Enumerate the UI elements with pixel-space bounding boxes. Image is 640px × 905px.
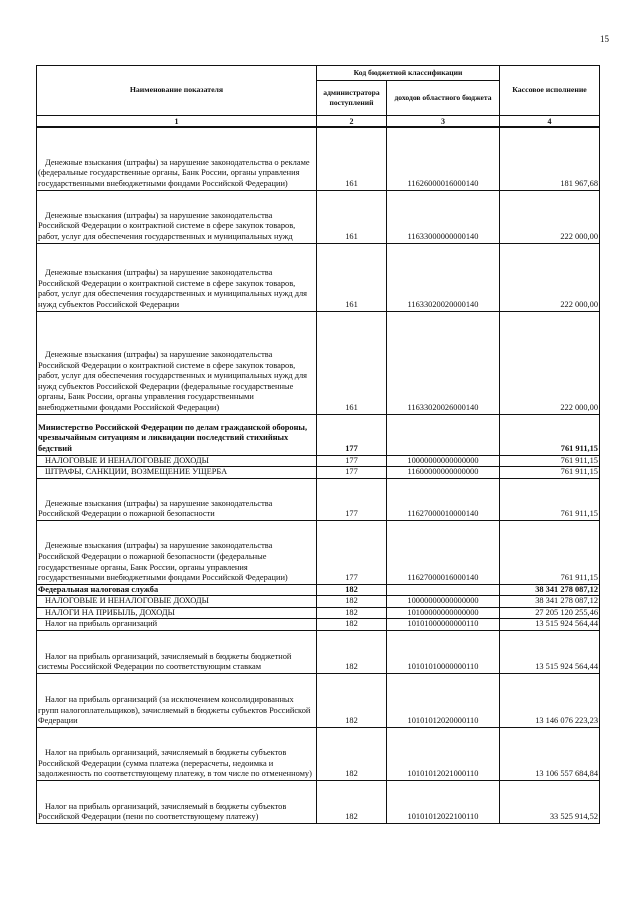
row-amount: 38 341 278 087,12 (500, 584, 600, 596)
row-income-code: 11633020020000140 (387, 243, 500, 311)
row-amount: 13 515 924 564,44 (500, 619, 600, 631)
table-row (37, 674, 600, 728)
row-name: Федеральная налоговая служба (37, 584, 317, 596)
row-name: Налог на прибыль организаций, зачисляемый в бюджеты субъектов Российской Федерации (пени по соответствующему платежу) (37, 781, 317, 824)
row-admin-code: 182 (317, 619, 387, 631)
table-row (37, 781, 600, 824)
row-amount: 38 341 278 087,12 (500, 596, 600, 608)
revenue-table (36, 65, 600, 824)
row-admin-code: 161 (317, 190, 387, 243)
row-income-code: 10101012020000110 (387, 674, 500, 728)
row-admin-code: 182 (317, 607, 387, 619)
row-name: НАЛОГОВЫЕ И НЕНАЛОГОВЫЕ ДОХОДЫ (37, 455, 317, 467)
row-income-code: 11633000000000140 (387, 190, 500, 243)
row-admin-code: 182 (317, 631, 387, 674)
row-admin-code: 177 (317, 414, 387, 455)
table-row (37, 584, 600, 596)
row-admin-code: 182 (317, 596, 387, 608)
row-name: Налог на прибыль организаций (37, 619, 317, 631)
row-amount: 13 106 557 684,84 (500, 728, 600, 781)
row-income-code (387, 584, 500, 596)
row-name: НАЛОГОВЫЕ И НЕНАЛОГОВЫЕ ДОХОДЫ (37, 596, 317, 608)
row-amount: 222 000,00 (500, 190, 600, 243)
row-amount: 27 205 120 255,46 (500, 607, 600, 619)
row-name: Денежные взыскания (штрафы) за нарушение законодательства о рекламе (федеральные государственные органы, Банк России, органы управления государственными внебюджетными фондами Российской Федерации) (37, 127, 317, 190)
row-income-code (387, 414, 500, 455)
row-admin-code: 182 (317, 781, 387, 824)
row-admin-code: 182 (317, 584, 387, 596)
row-amount: 761 911,15 (500, 414, 600, 455)
row-admin-code: 161 (317, 127, 387, 190)
row-name: Денежные взыскания (штрафы) за нарушение законодательства Российской Федерации о контрактной системе в сфере закупок товаров, работ, услуг для обеспечения государственных и муниципальных нужд для нужд субъектов Российской Федерации (37, 243, 317, 311)
table-row (37, 467, 600, 479)
row-name: НАЛОГИ НА ПРИБЫЛЬ, ДОХОДЫ (37, 607, 317, 619)
row-name: Налог на прибыль организаций, зачисляемый в бюджеты бюджетной системы Российской Федерации по соответствующим ставкам (37, 631, 317, 674)
row-amount: 222 000,00 (500, 243, 600, 311)
row-amount: 33 525 914,52 (500, 781, 600, 824)
row-name: ШТРАФЫ, САНКЦИИ, ВОЗМЕЩЕНИЕ УЩЕРБА (37, 467, 317, 479)
row-income-code: 11626000016000140 (387, 127, 500, 190)
table-row (37, 596, 600, 608)
row-name: Денежные взыскания (штрафы) за нарушение законодательства Российской Федерации о пожарной безопасности (37, 478, 317, 520)
row-admin-code: 177 (317, 467, 387, 479)
row-amount: 761 911,15 (500, 478, 600, 520)
column-numbers-row (37, 116, 600, 128)
row-admin-code: 161 (317, 243, 387, 311)
row-name: Налог на прибыль организаций (за исключением консолидированных групп налогоплательщиков), зачисляемый в бюджеты субъектов Российской Федерации (37, 674, 317, 728)
row-income-code: 10101000000000110 (387, 619, 500, 631)
row-income-code: 10100000000000000 (387, 607, 500, 619)
table-row (37, 607, 600, 619)
row-income-code: 10101010000000110 (387, 631, 500, 674)
table-row (37, 311, 600, 414)
row-income-code: 10000000000000000 (387, 455, 500, 467)
row-name: Денежные взыскания (штрафы) за нарушение законодательства Российской Федерации о контрактной системе в сфере закупок товаров, работ, услуг для обеспечения государственных и муниципальных нужд для нужд субъектов Российской Федерации (федеральные государственные органы, Банк России, органы управления государственными внебюджетными фондами Российской Федерации) (37, 311, 317, 414)
row-admin-code: 161 (317, 311, 387, 414)
table-row (37, 631, 600, 674)
row-income-code: 10101012021000110 (387, 728, 500, 781)
row-income-code: 11600000000000000 (387, 467, 500, 479)
row-admin-code: 182 (317, 674, 387, 728)
header-amount: Кассовое исполнение (500, 66, 600, 116)
row-name: Налог на прибыль организаций, зачисляемый в бюджеты субъектов Российской Федерации (сумма платежа (перерасчеты, недоимка и задолженность по соответствующему платежу, в том числе по отмененному) (37, 728, 317, 781)
row-amount: 222 000,00 (500, 311, 600, 414)
column-number: 4 (500, 116, 600, 128)
row-amount: 181 967,68 (500, 127, 600, 190)
header-income: доходов областного бюджета (387, 81, 500, 116)
header-code-group: Код бюджетной классификации (317, 66, 500, 81)
page-number: 15 (600, 34, 609, 44)
row-admin-code: 177 (317, 478, 387, 520)
row-name: Денежные взыскания (штрафы) за нарушение законодательства Российской Федерации о контрактной системе в сфере закупок товаров, работ, услуг для обеспечения государственных и муниципальных нужд (37, 190, 317, 243)
row-income-code: 11627000016000140 (387, 520, 500, 584)
row-income-code: 11627000010000140 (387, 478, 500, 520)
table-row (37, 455, 600, 467)
row-income-code: 11633020026000140 (387, 311, 500, 414)
row-amount: 761 911,15 (500, 520, 600, 584)
table-row (37, 728, 600, 781)
row-admin-code: 182 (317, 728, 387, 781)
row-admin-code: 177 (317, 455, 387, 467)
row-name: Денежные взыскания (штрафы) за нарушение законодательства Российской Федерации о пожарной безопасности (федеральные государственные органы, Банк России, органы управления государственными внебюджетными фондами Российской Федерации) (37, 520, 317, 584)
row-name: Министерство Российской Федерации по делам гражданской обороны, чрезвычайным ситуациям и ликвидации последствий стихийных бедствий (37, 414, 317, 455)
table-row (37, 478, 600, 520)
row-admin-code: 177 (317, 520, 387, 584)
column-number: 2 (317, 116, 387, 128)
table-row (37, 520, 600, 584)
row-amount: 13 515 924 564,44 (500, 631, 600, 674)
row-income-code: 10101012022100110 (387, 781, 500, 824)
row-amount: 761 911,15 (500, 455, 600, 467)
column-number: 1 (37, 116, 317, 128)
table-row (37, 127, 600, 190)
column-number: 3 (387, 116, 500, 128)
table-row (37, 414, 600, 455)
table-row (37, 619, 600, 631)
row-amount: 13 146 076 223,23 (500, 674, 600, 728)
table-row (37, 190, 600, 243)
header-name: Наименование показателя (37, 66, 317, 116)
table-row (37, 243, 600, 311)
header-admin: администратора поступлений (317, 81, 387, 116)
row-amount: 761 911,15 (500, 467, 600, 479)
row-income-code: 10000000000000000 (387, 596, 500, 608)
